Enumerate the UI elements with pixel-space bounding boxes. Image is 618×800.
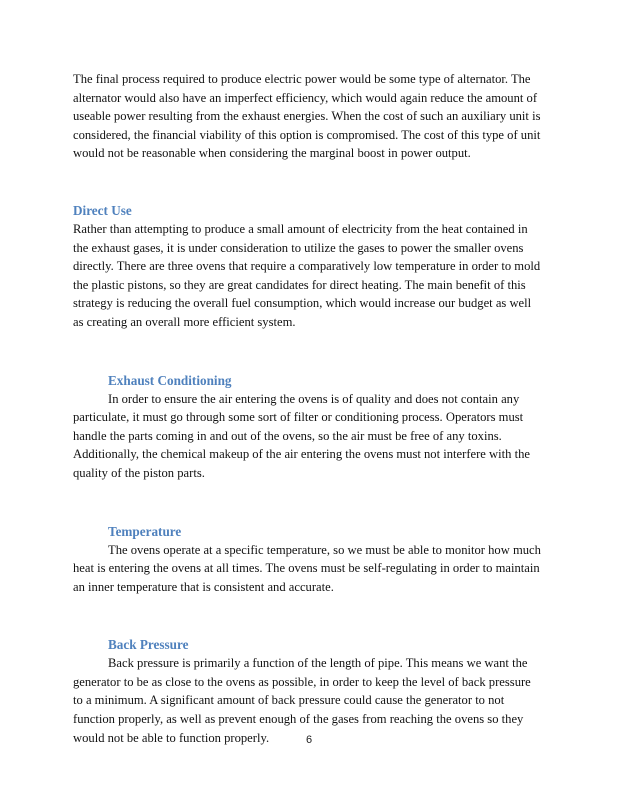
direct-use-paragraph: Rather than attempting to produce a small amount of electricity from the heat contained in the exhaust gases, it is under consideration to utilize the gases to power the smaller ovens directly. There are three ovens that require a comparatively low temperature in order to mold the plastic pistons, so they are great candidates for direct heating. The main benefit of this strategy is reducing the overall fuel consumption, which would increase our budget as well as creating an overall more efficient system.	[73, 221, 541, 329]
intro-paragraph: The final process required to produce electric power would be some type of alternator. The alternator would also have an imperfect efficiency, which would again reduce the amount of useable power resulting from the exhaust energies. When the cost of such an auxiliary unit is considered, the financial viability of this option is compromised. The cost of this type of unit would not be reasonable when considering the marginal boost in power output.	[73, 72, 541, 161]
temperature-paragraph: The ovens operate at a specific temperature, so we must be able to monitor how much heat is entering the ovens at all times. The ovens must be self-regulating in order to maintain an inner temperature that is consistent and accurate.	[73, 542, 541, 594]
document-page	[73, 70, 543, 747]
back-pressure-paragraph: Back pressure is primarily a function of the length of pipe. This means we want the generator to be as close to the ovens as possible, in order to keep the level of back pressure to a minimum. A significant amount of back pressure could cause the generator to not function properly, as well as prevent enough of the gases from reaching the ovens so they would not be able to function properly.	[73, 656, 531, 745]
temperature-heading: Temperature	[108, 523, 182, 539]
page-number: 6	[305, 734, 313, 746]
exhaust-conditioning-heading: Exhaust Conditioning	[108, 372, 232, 388]
exhaust-conditioning-paragraph: In order to ensure the air entering the ovens is of quality and does not contain any particulate, it must go through some sort of filter or conditioning process. Operators must handle the parts coming in and out of the ovens, so the air must be free of any toxins. Additionally, the chemical makeup of the air entering the ovens must not interfere with the quality of the piston parts.	[73, 391, 530, 480]
direct-use-heading: Direct Use	[73, 202, 132, 218]
back-pressure-heading: Back Pressure	[108, 637, 189, 653]
